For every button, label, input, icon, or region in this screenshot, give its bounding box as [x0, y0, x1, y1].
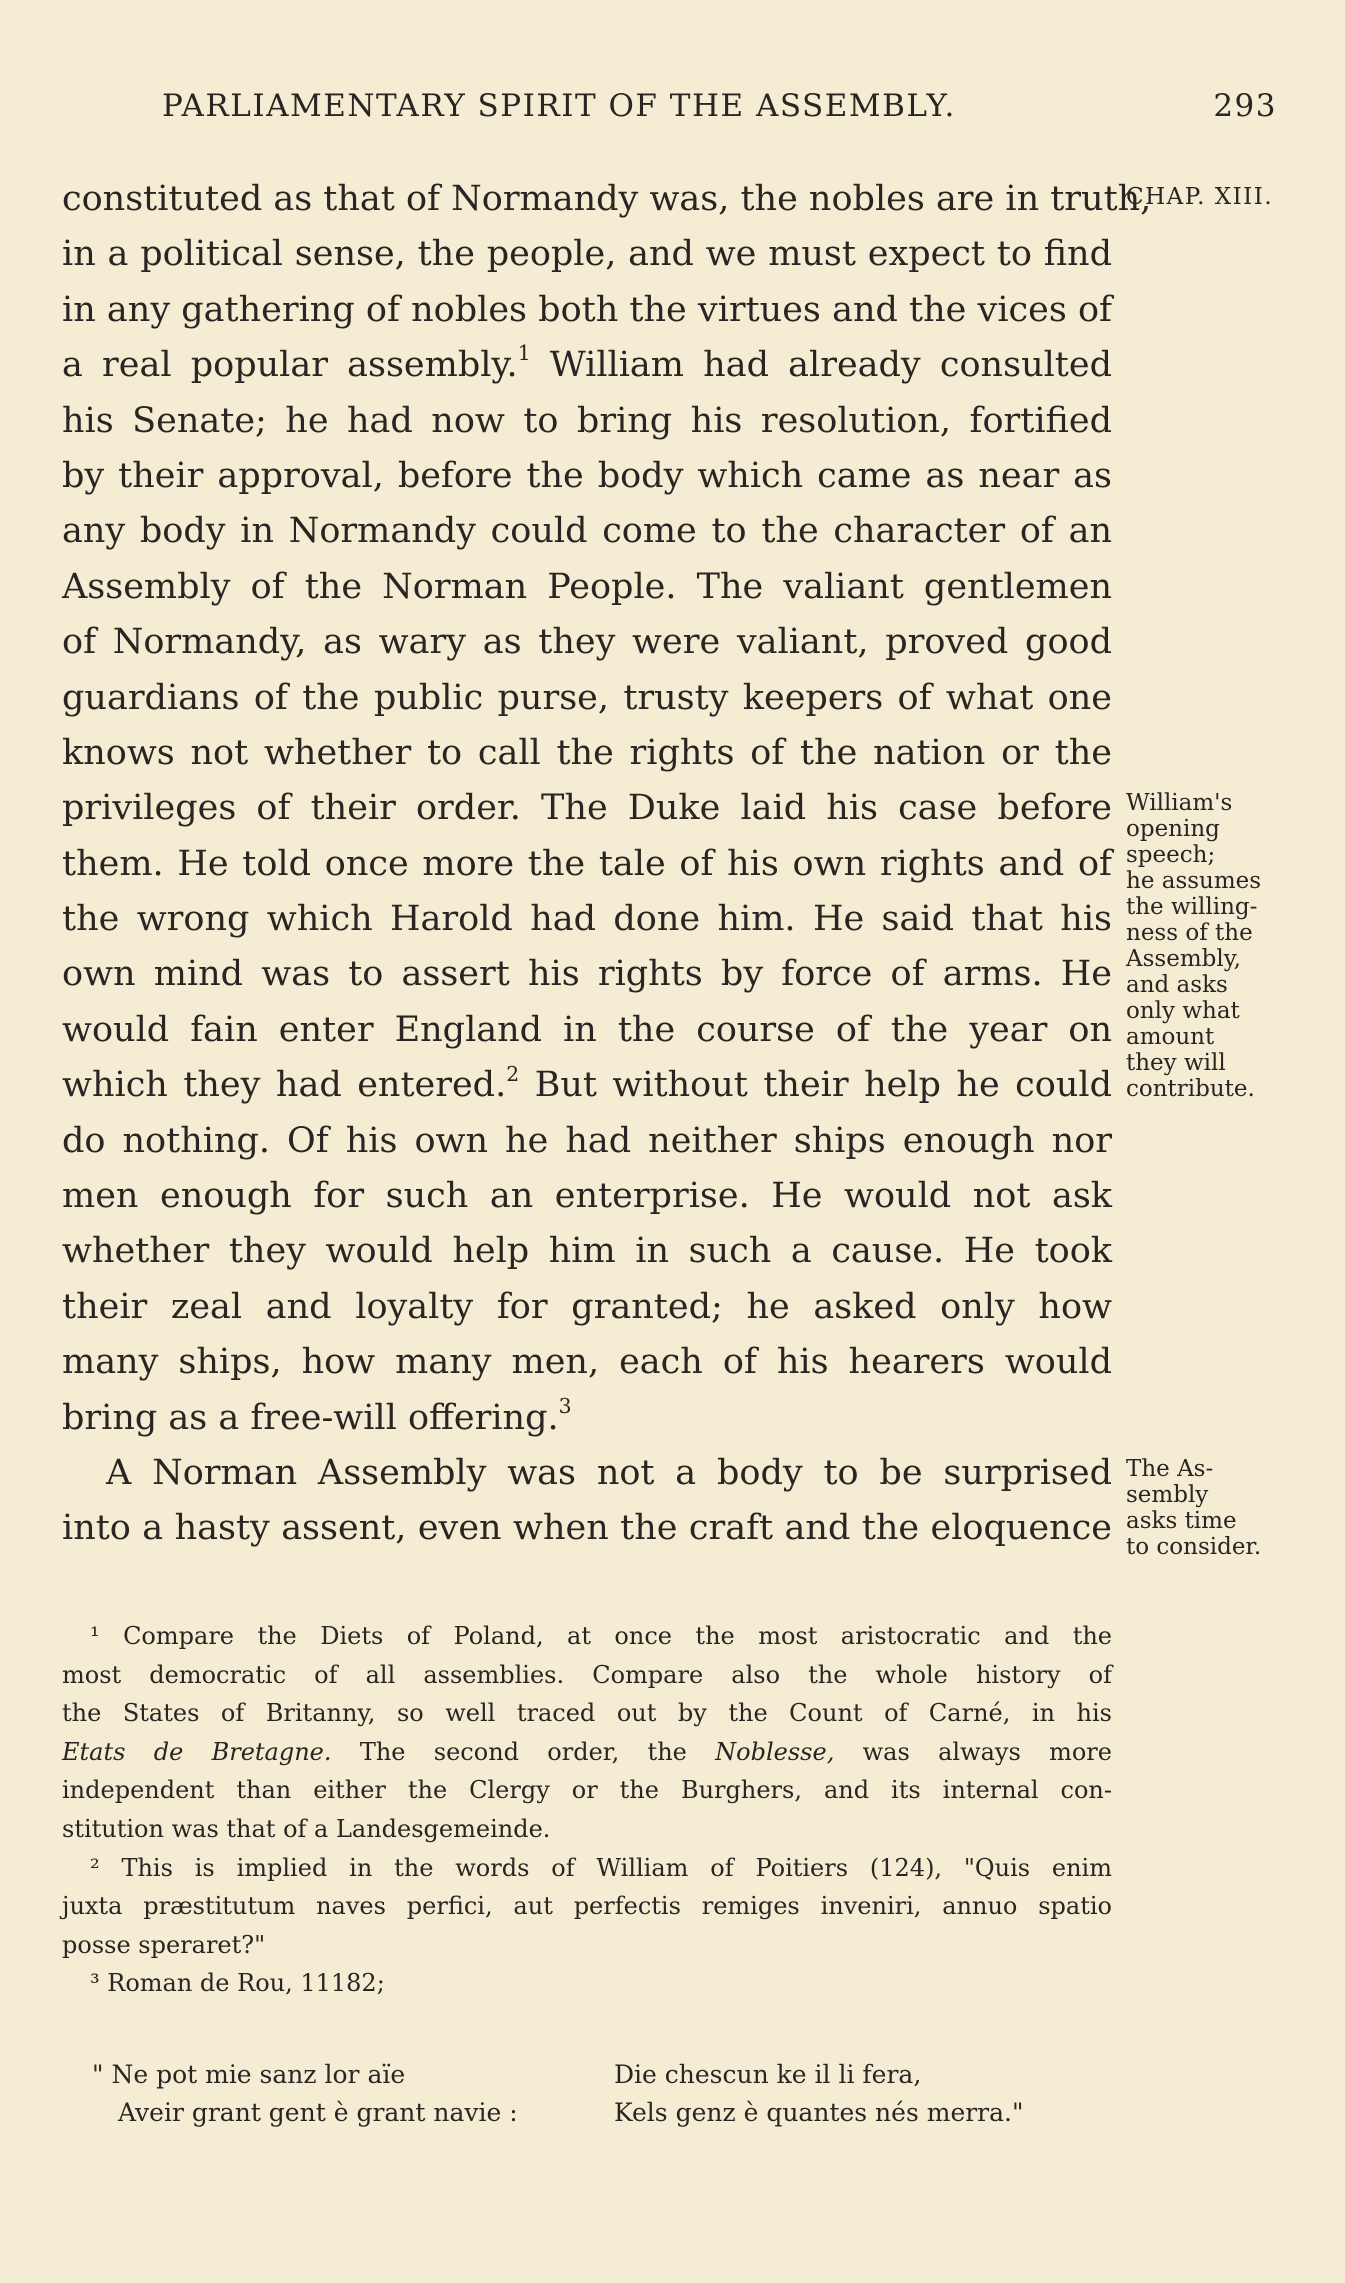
body-line [62, 338, 1112, 393]
body-line [62, 671, 1112, 726]
footnote-line [62, 1694, 1112, 1733]
body-line [62, 1335, 1112, 1390]
body-line [62, 1114, 1112, 1169]
footnotes [62, 1617, 1112, 2003]
footnote-line [62, 1926, 1112, 1965]
body-line [62, 892, 1112, 947]
body-line [62, 560, 1112, 615]
sidenote-assembly-asks-time [1126, 1456, 1286, 1560]
footnote-text: independent than either the Clergy or the Burghers, and its internal con- [62, 1776, 1112, 1805]
verse-left: Aveir grant gent è grant navie : [118, 2098, 518, 2127]
body-line [62, 1169, 1112, 1224]
sidenote-line: The As- [1126, 1456, 1214, 1482]
running-title: PARLIAMENTARY SPIRIT OF THE ASSEMBLY. [162, 88, 956, 124]
body-text [62, 172, 1152, 1557]
body-line [62, 947, 1112, 1002]
footnote-line [62, 1733, 1112, 1772]
body-line [62, 1058, 1112, 1113]
footnote-text: posse speraret?" [62, 1930, 266, 1959]
footnote-line [62, 1964, 1112, 2003]
body-line [62, 781, 1112, 836]
footnote-text: ² This is implied in the words of William of Poitiers (124), "Quis enim [90, 1853, 1112, 1882]
body-line-text-cont: But without their help he could [519, 1065, 1112, 1106]
footnote-text: juxta præstitutum naves perfici, aut perfectis remiges inveniri, annuo spatio [62, 1892, 1112, 1921]
footnote-ref: 1 [517, 341, 531, 366]
body-line-text: bring as a free-will offering. [62, 1397, 559, 1438]
footnote-text: the States of Britanny, so well traced out by the Count of Carné, in his [62, 1699, 1112, 1728]
body-line-text: own mind was to assert his rights by force of arms. He [62, 954, 1112, 995]
sidenote-line: they will [1126, 1050, 1226, 1076]
sidenote-line: and asks [1126, 972, 1228, 998]
body-line [62, 283, 1112, 338]
body-line [62, 1280, 1112, 1335]
body-line-text: whether they would help him in such a cause. He took [62, 1231, 1112, 1272]
body-line-text: which they had entered. [62, 1065, 507, 1106]
page-number: 293 [1213, 88, 1277, 124]
body-line-text: their zeal and loyalty for granted; he asked only how [62, 1286, 1112, 1327]
body-line-text: them. He told once more the tale of his own rights and of [62, 843, 1112, 884]
body-line [62, 1391, 1112, 1446]
footnote-line [62, 1771, 1112, 1810]
footnote-line [62, 1810, 1112, 1849]
footnote-text: The second order, the [331, 1737, 716, 1766]
body-line [62, 726, 1112, 781]
body-line [62, 1501, 1112, 1556]
footnote-text: most democratic of all assemblies. Compare also the whole history of [62, 1660, 1112, 1689]
body-line-text: men enough for such an enterprise. He would not ask [62, 1176, 1112, 1217]
body-line-text: privileges of their order. The Duke laid his case before [62, 788, 1112, 829]
body-line [62, 394, 1112, 449]
sidenote-line: asks time [1126, 1508, 1237, 1534]
verse-right: Kels genz è quantes nés merra." [614, 2098, 1024, 2127]
footnote-text: Etats de Bretagne. [62, 1737, 332, 1766]
body-line [62, 227, 1112, 282]
body-line-text: in any gathering of nobles both the virtues and the vices of [62, 289, 1112, 330]
chapter-mark: CHAP. XIII. [1126, 184, 1274, 210]
footnote-line [62, 1617, 1112, 1656]
body-line-text: Assembly of the Norman People. The valiant gentlemen [62, 566, 1112, 607]
body-line-text: into a hasty assent, even when the craft and the eloquence [62, 1508, 1112, 1549]
body-line [62, 1224, 1112, 1279]
body-line-text: do nothing. Of his own he had neither ships enough nor [62, 1120, 1112, 1161]
sidenote-line: William's [1126, 790, 1233, 816]
body-line-text: his Senate; he had now to bring his resolution, fortified [62, 400, 1112, 441]
sidenote-line: contribute. [1126, 1076, 1255, 1102]
footnote-ref: 3 [558, 1393, 572, 1418]
sidenote-line: amount [1126, 1024, 1215, 1050]
body-line [62, 615, 1112, 670]
body-line-text: of Normandy, as wary as they were valiant, proved good [62, 622, 1112, 663]
body-line-text-cont: William had already consulted [530, 345, 1112, 386]
body-line-text: constituted as that of Normandy was, the nobles are in truth, [62, 179, 1152, 219]
footnote-line [62, 1849, 1112, 1888]
sidenote-line: only what [1126, 998, 1240, 1024]
sidenote-line: to consider. [1126, 1534, 1262, 1560]
sidenote-line: sembly [1126, 1482, 1209, 1508]
footnote-text: was always more [834, 1737, 1112, 1766]
body-line [62, 837, 1112, 892]
footnote-line [62, 1887, 1112, 1926]
sidenote-line: speech; [1126, 842, 1216, 868]
body-line [62, 449, 1112, 504]
verse-right: Die chescun ke il li fera, [614, 2060, 922, 2089]
body-line-text: in a political sense, the people, and we must expect to find [62, 234, 1112, 275]
body-line-text: guardians of the public purse, trusty keepers of what one [62, 677, 1112, 718]
body-line-text: many ships, how many men, each of his hearers would [62, 1342, 1112, 1383]
sidenote-line: the willing- [1126, 894, 1258, 920]
body-line-text: a real popular assembly. [62, 345, 518, 386]
footnote-ref: 2 [506, 1061, 520, 1086]
sidenote-line: Assembly, [1126, 946, 1241, 972]
body-line [62, 1003, 1112, 1058]
footnote-text: ¹ Compare the Diets of Poland, at once the most aristocratic and the [90, 1622, 1112, 1650]
body-line-text: the wrong which Harold had done him. He said that his [62, 899, 1112, 940]
footnote-line [62, 1656, 1112, 1695]
body-line-text: any body in Normandy could come to the character of an [62, 511, 1112, 552]
body-line-text: by their approval, before the body which came as near as [62, 455, 1112, 496]
body-line [62, 1446, 1112, 1501]
body-line-text: knows not whether to call the rights of the nation or the [62, 732, 1112, 773]
footnote-text: stitution was that of a Landesgemeinde. [62, 1814, 551, 1843]
body-line [62, 504, 1112, 559]
sidenote-williams-speech [1126, 790, 1286, 1102]
sidenote-line: he assumes [1126, 868, 1262, 894]
footnote-text: Noblesse, [715, 1737, 835, 1766]
sidenote-line: ness of the [1126, 920, 1253, 946]
verse-left: " Ne pot mie sanz lor aïe [92, 2060, 406, 2089]
body-line-text: would fain enter England in the course of the year on [62, 1009, 1112, 1050]
footnote-text: ³ Roman de Rou, 11182; [90, 1969, 385, 1998]
body-line [62, 172, 1152, 227]
body-line-text: A Norman Assembly was not a body to be surprised [106, 1452, 1112, 1493]
sidenote-line: opening [1126, 816, 1220, 842]
